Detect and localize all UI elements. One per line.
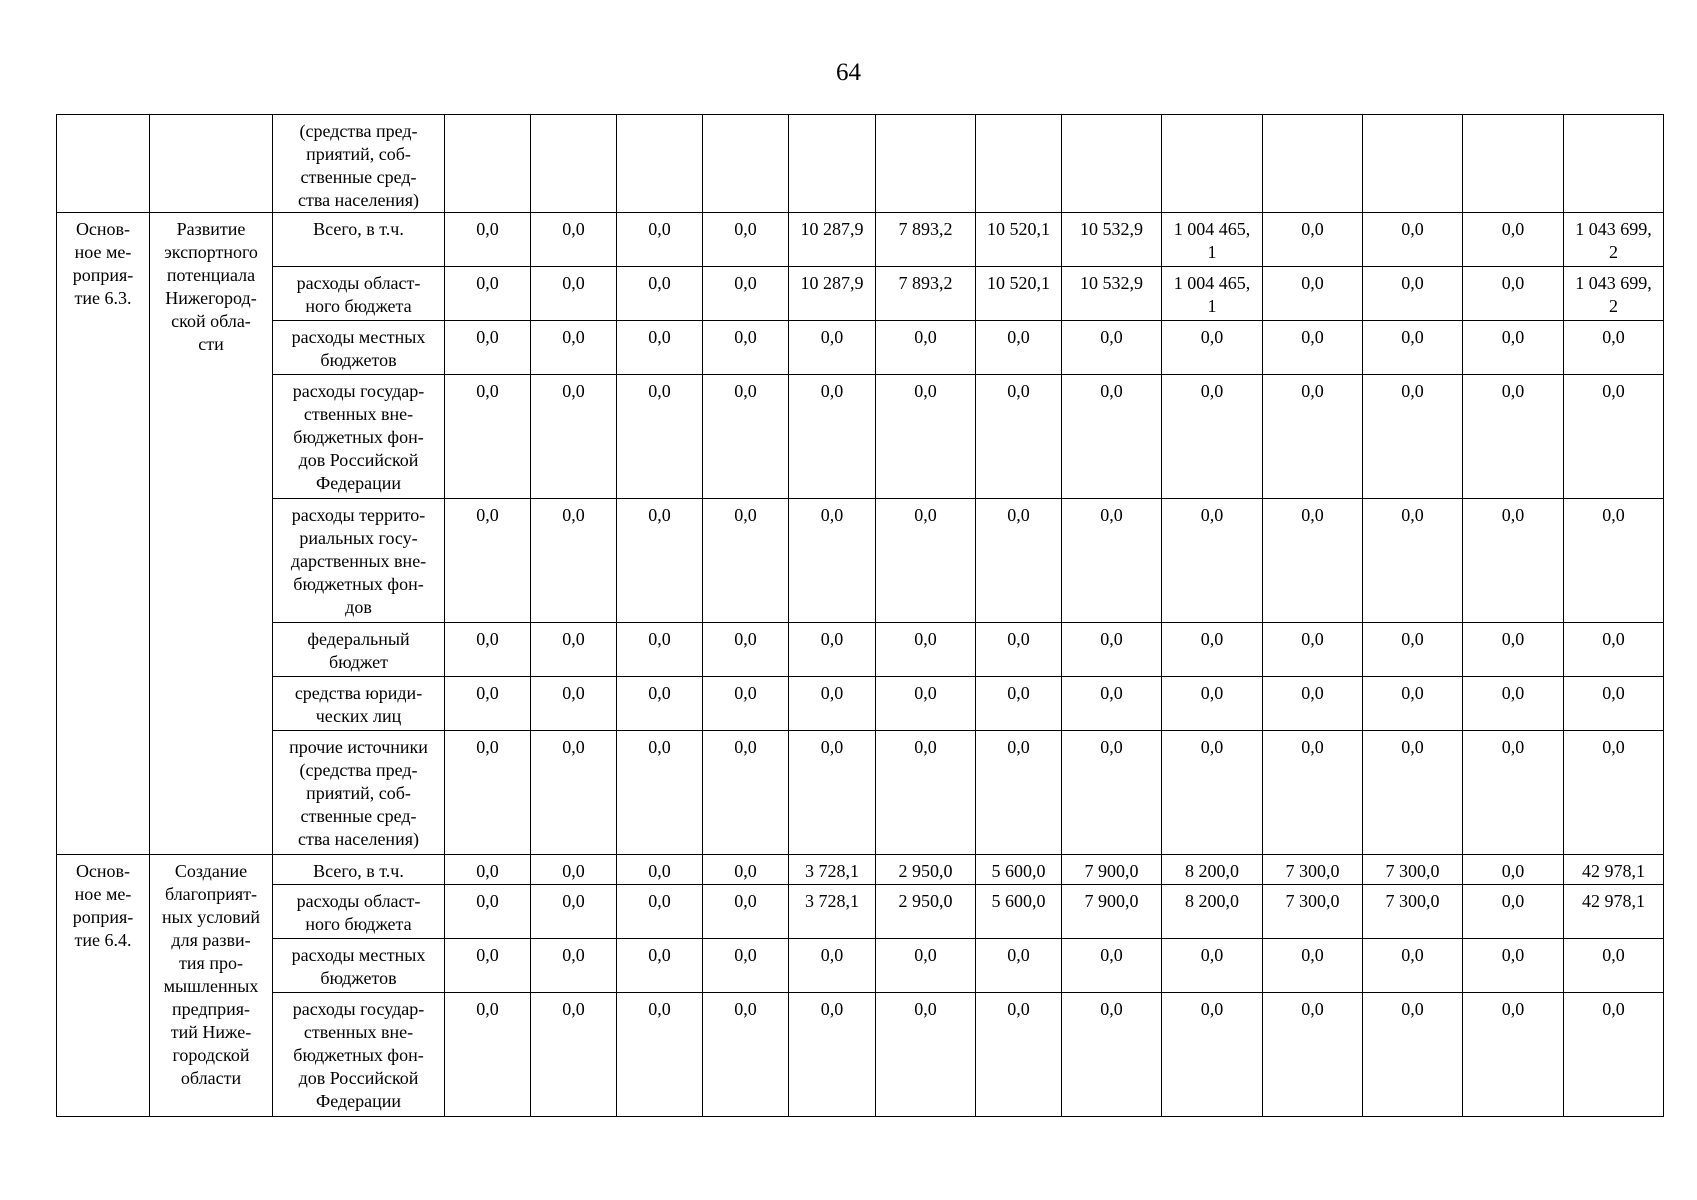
funding-source-cell: расходы област- ного бюджета [273,267,445,321]
table-row [57,731,1664,855]
funding-source-cell: расходы местных бюджетов [273,939,445,993]
value-cell: 0,0 [531,623,617,677]
value-cell: 0,0 [976,939,1062,993]
value-cell: 7 300,0 [1263,885,1363,939]
value-cell: 0,0 [1162,623,1263,677]
value-cell: 8 200,0 [1162,855,1263,885]
value-cell: 7 300,0 [1363,885,1463,939]
value-cell: 8 200,0 [1162,885,1263,939]
value-cell: 0,0 [1564,321,1664,375]
value-cell: 0,0 [1062,939,1162,993]
value-cell: 0,0 [1363,321,1463,375]
value-cell: 0,0 [876,731,976,855]
value-cell: 0,0 [1463,267,1564,321]
value-cell: 0,0 [1564,677,1664,731]
value-cell [1062,115,1162,213]
value-cell: 0,0 [1263,375,1363,499]
value-cell [1463,115,1564,213]
value-cell [703,115,789,213]
value-cell: 0,0 [1463,885,1564,939]
table-row [57,375,1664,499]
value-cell: 0,0 [1162,499,1263,623]
table-row [57,885,1664,939]
value-cell: 0,0 [617,885,703,939]
value-cell: 42 978,1 [1564,885,1664,939]
value-cell: 0,0 [1263,321,1363,375]
value-cell: 0,0 [703,213,789,267]
table-row [57,115,1664,213]
value-cell: 0,0 [1062,321,1162,375]
value-cell: 0,0 [445,623,531,677]
table-row [57,855,1664,885]
funding-source-cell: федеральный бюджет [273,623,445,677]
value-cell: 5 600,0 [976,855,1062,885]
value-cell: 0,0 [1263,213,1363,267]
value-cell: 0,0 [1162,375,1263,499]
value-cell: 0,0 [1363,993,1463,1117]
value-cell: 0,0 [789,499,876,623]
value-cell: 0,0 [1162,993,1263,1117]
value-cell: 10 520,1 [976,213,1062,267]
value-cell: 10 287,9 [789,213,876,267]
value-cell: 0,0 [531,939,617,993]
value-cell [1564,115,1664,213]
value-cell: 0,0 [1463,677,1564,731]
value-cell: 0,0 [531,499,617,623]
value-cell [617,115,703,213]
table-row [57,677,1664,731]
table-row [57,267,1664,321]
measure-code-cell: Основ- ное ме- роприя- тие 6.4. [57,855,150,1117]
value-cell [1162,115,1263,213]
value-cell: 0,0 [1062,993,1162,1117]
value-cell: 0,0 [703,375,789,499]
value-cell: 0,0 [617,677,703,731]
value-cell: 0,0 [703,267,789,321]
value-cell: 7 300,0 [1263,855,1363,885]
value-cell: 0,0 [531,321,617,375]
value-cell [1363,115,1463,213]
value-cell: 0,0 [703,677,789,731]
value-cell [1263,115,1363,213]
funding-source-cell: Всего, в т.ч. [273,855,445,885]
value-cell: 0,0 [1062,731,1162,855]
value-cell: 0,0 [1263,267,1363,321]
value-cell: 0,0 [1062,623,1162,677]
funding-source-cell: прочие источники (средства пред- приятий, соб- ственные сред- ства населения) [273,731,445,855]
value-cell: 0,0 [703,993,789,1117]
value-cell: 0,0 [617,731,703,855]
page-number: 64 [836,59,861,86]
value-cell: 0,0 [445,855,531,885]
value-cell: 0,0 [1162,731,1263,855]
measure-name-cell: Развитие экспортного потенциала Нижегород- ской обла- сти [150,213,273,855]
value-cell: 0,0 [876,623,976,677]
value-cell: 0,0 [445,677,531,731]
value-cell: 1 004 465, 1 [1162,213,1263,267]
value-cell: 0,0 [789,375,876,499]
value-cell: 1 043 699, 2 [1564,213,1664,267]
value-cell: 0,0 [617,993,703,1117]
value-cell: 0,0 [1463,855,1564,885]
value-cell: 0,0 [445,321,531,375]
value-cell: 0,0 [976,375,1062,499]
value-cell: 0,0 [445,939,531,993]
value-cell: 0,0 [1463,499,1564,623]
measure-name-cell: Создание благоприят- ных условий для разви- тия про- мышленных предприя- тий Ниже- городской области [150,855,273,1117]
value-cell: 7 893,2 [876,267,976,321]
value-cell: 0,0 [1463,939,1564,993]
table-row [57,939,1664,993]
value-cell: 7 300,0 [1363,855,1463,885]
value-cell: 2 950,0 [876,855,976,885]
value-cell: 0,0 [876,499,976,623]
value-cell: 0,0 [1363,375,1463,499]
value-cell: 0,0 [1062,499,1162,623]
value-cell: 0,0 [1062,375,1162,499]
value-cell: 0,0 [1263,499,1363,623]
value-cell: 0,0 [1463,993,1564,1117]
value-cell: 10 520,1 [976,267,1062,321]
value-cell: 0,0 [1263,623,1363,677]
value-cell: 0,0 [1564,731,1664,855]
value-cell: 0,0 [1564,375,1664,499]
value-cell: 0,0 [703,499,789,623]
value-cell: 3 728,1 [789,855,876,885]
value-cell: 0,0 [1263,731,1363,855]
value-cell: 42 978,1 [1564,855,1664,885]
value-cell: 0,0 [1162,321,1263,375]
funding-source-cell: расходы местных бюджетов [273,321,445,375]
measure-code-cell [57,115,150,213]
value-cell: 0,0 [531,855,617,885]
value-cell [789,115,876,213]
value-cell: 0,0 [789,939,876,993]
table-row [57,321,1664,375]
value-cell: 0,0 [789,321,876,375]
value-cell: 0,0 [1564,499,1664,623]
value-cell: 0,0 [445,375,531,499]
value-cell: 0,0 [876,939,976,993]
value-cell: 0,0 [617,623,703,677]
value-cell: 0,0 [531,677,617,731]
value-cell: 0,0 [445,213,531,267]
value-cell: 0,0 [1463,623,1564,677]
value-cell [445,115,531,213]
funding-source-cell: расходы государ- ственных вне- бюджетных фон- дов Российской Федерации [273,993,445,1117]
value-cell [531,115,617,213]
value-cell: 0,0 [1162,939,1263,993]
value-cell: 0,0 [789,623,876,677]
funding-source-cell: (средства пред- приятий, соб- ственные сред- ства населения) [273,115,445,213]
value-cell: 0,0 [445,731,531,855]
value-cell: 0,0 [876,375,976,499]
value-cell: 0,0 [976,677,1062,731]
value-cell: 0,0 [1564,993,1664,1117]
value-cell: 0,0 [1263,939,1363,993]
value-cell: 0,0 [876,677,976,731]
value-cell: 0,0 [445,885,531,939]
value-cell: 0,0 [876,321,976,375]
table-row [57,993,1664,1117]
value-cell: 7 900,0 [1062,855,1162,885]
value-cell [976,115,1062,213]
value-cell: 0,0 [531,993,617,1117]
value-cell: 1 004 465, 1 [1162,267,1263,321]
value-cell: 5 600,0 [976,885,1062,939]
value-cell: 0,0 [703,731,789,855]
value-cell: 0,0 [1564,623,1664,677]
value-cell: 0,0 [1363,677,1463,731]
table-row [57,213,1664,267]
value-cell: 0,0 [617,213,703,267]
value-cell: 0,0 [531,731,617,855]
value-cell: 0,0 [1564,939,1664,993]
measure-name-cell [150,115,273,213]
value-cell: 3 728,1 [789,885,876,939]
value-cell: 0,0 [1363,939,1463,993]
value-cell [876,115,976,213]
value-cell: 0,0 [703,623,789,677]
value-cell: 0,0 [703,885,789,939]
funding-source-cell: Всего, в т.ч. [273,213,445,267]
value-cell: 0,0 [617,939,703,993]
value-cell: 0,0 [1363,623,1463,677]
funding-source-cell: расходы государ- ственных вне- бюджетных фон- дов Российской Федерации [273,375,445,499]
value-cell: 0,0 [617,375,703,499]
value-cell: 0,0 [703,939,789,993]
value-cell: 0,0 [789,731,876,855]
value-cell: 0,0 [617,855,703,885]
value-cell: 0,0 [1463,375,1564,499]
value-cell: 0,0 [1162,677,1263,731]
value-cell: 0,0 [1363,213,1463,267]
value-cell: 0,0 [1363,267,1463,321]
funding-source-cell: расходы террито- риальных госу- дарственных вне- бюджетных фон- дов [273,499,445,623]
value-cell: 0,0 [789,993,876,1117]
value-cell: 10 287,9 [789,267,876,321]
value-cell: 0,0 [703,321,789,375]
value-cell: 7 900,0 [1062,885,1162,939]
value-cell: 0,0 [531,213,617,267]
value-cell: 0,0 [1263,993,1363,1117]
budget-table [56,114,1664,1117]
value-cell: 0,0 [445,993,531,1117]
value-cell: 0,0 [976,499,1062,623]
value-cell: 0,0 [1363,499,1463,623]
value-cell: 0,0 [1363,731,1463,855]
value-cell: 7 893,2 [876,213,976,267]
value-cell: 0,0 [531,885,617,939]
value-cell: 1 043 699, 2 [1564,267,1664,321]
table-row [57,499,1664,623]
value-cell: 0,0 [1463,213,1564,267]
value-cell: 0,0 [976,321,1062,375]
value-cell: 0,0 [1463,321,1564,375]
value-cell: 0,0 [445,267,531,321]
value-cell: 10 532,9 [1062,267,1162,321]
value-cell: 0,0 [531,267,617,321]
value-cell: 0,0 [703,855,789,885]
value-cell: 0,0 [617,321,703,375]
value-cell: 0,0 [445,499,531,623]
value-cell: 0,0 [976,731,1062,855]
measure-code-cell: Основ- ное ме- роприя- тие 6.3. [57,213,150,855]
value-cell: 0,0 [1062,677,1162,731]
value-cell: 0,0 [617,267,703,321]
value-cell: 0,0 [617,499,703,623]
table-body [57,115,1664,1117]
funding-source-cell: средства юриди- ческих лиц [273,677,445,731]
value-cell: 0,0 [789,677,876,731]
value-cell: 10 532,9 [1062,213,1162,267]
value-cell: 0,0 [1263,677,1363,731]
funding-source-cell: расходы област- ного бюджета [273,885,445,939]
value-cell: 0,0 [876,993,976,1117]
value-cell: 0,0 [976,623,1062,677]
value-cell: 0,0 [976,993,1062,1117]
value-cell: 2 950,0 [876,885,976,939]
value-cell: 0,0 [1463,731,1564,855]
value-cell: 0,0 [531,375,617,499]
table-row [57,623,1664,677]
